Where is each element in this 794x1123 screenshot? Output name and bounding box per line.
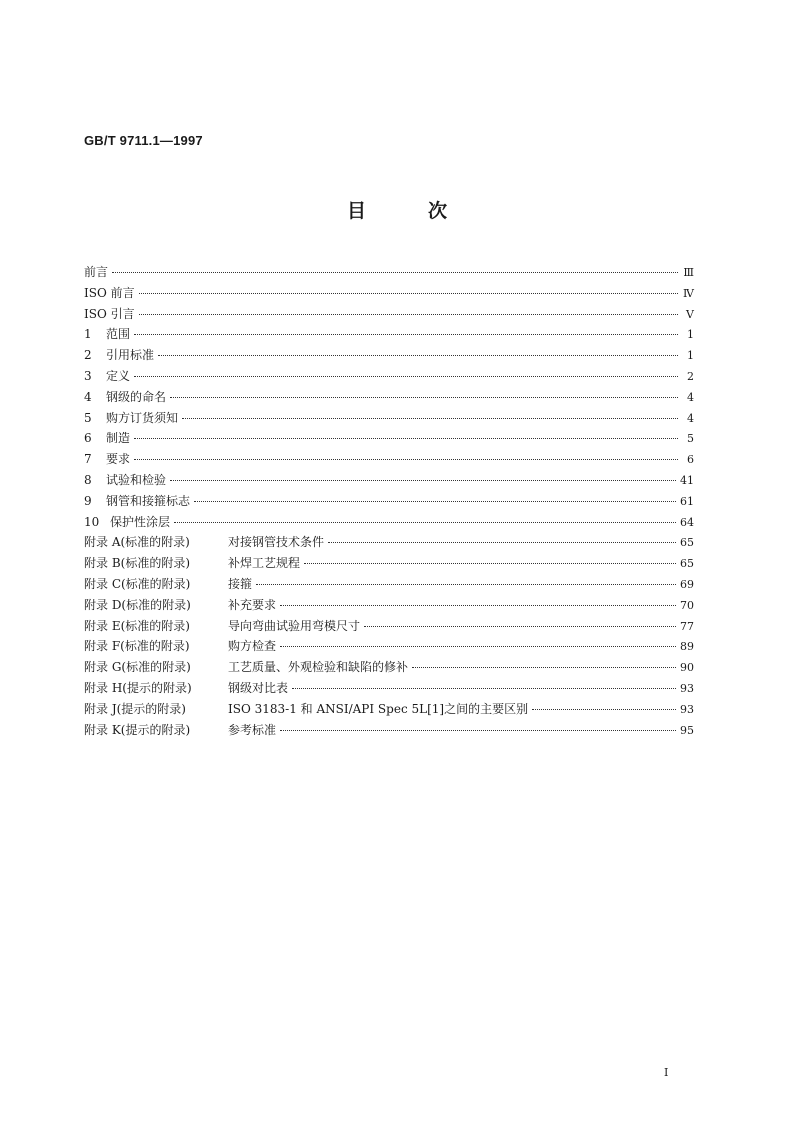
toc-entry-label [84, 699, 528, 720]
toc-page-number: 1 [687, 349, 694, 363]
toc-entry[interactable] [84, 491, 694, 512]
toc-title-text: 引用标准 [106, 348, 155, 363]
toc-entry-label [84, 345, 154, 366]
toc-page-number: Ⅴ [686, 307, 694, 321]
toc-entry[interactable] [84, 304, 694, 325]
toc-entry-label [84, 428, 130, 449]
toc-page-number: 95 [680, 723, 694, 737]
dot-leader [304, 562, 676, 564]
toc-entry[interactable] [84, 636, 694, 657]
toc-entry[interactable] [84, 699, 694, 720]
toc-title-text: 导向弯曲试验用弯模尺寸 [228, 618, 361, 633]
toc-annex-id: 附录 F(标准的附录) [84, 639, 190, 654]
dot-leader [139, 292, 678, 294]
toc-entry-label [84, 553, 300, 574]
toc-title-text: 保护性涂层 [110, 514, 171, 529]
toc-entry[interactable] [84, 574, 694, 595]
standard-code: GB/T 9711.1—1997 [84, 133, 203, 148]
dot-leader [174, 521, 676, 523]
toc-title-text: 钢级的命名 [106, 389, 167, 404]
toc-entry-label [84, 491, 190, 512]
toc-title-text: 购方检查 [228, 639, 277, 654]
toc-page-number: 4 [687, 411, 694, 425]
toc-entry[interactable] [84, 428, 694, 449]
toc-entry-label [84, 283, 135, 304]
toc-entry[interactable] [84, 553, 694, 574]
dot-leader [134, 437, 678, 439]
toc-section-number: 9 [84, 493, 92, 508]
dot-leader [256, 583, 676, 585]
toc-page-number: 65 [680, 536, 694, 550]
dot-leader [292, 687, 676, 689]
dot-leader [170, 479, 676, 481]
toc-entry[interactable] [84, 657, 694, 678]
dot-leader [182, 417, 678, 419]
toc-page-number: 64 [680, 515, 694, 529]
toc-entry-label [84, 616, 360, 637]
toc-entry[interactable] [84, 408, 694, 429]
toc-entry-label [84, 574, 252, 595]
toc-title-text: 工艺质量、外观检验和缺陷的修补 [228, 660, 409, 675]
toc-annex-id: 附录 G(标准的附录) [84, 660, 191, 675]
toc-section-number: 6 [84, 431, 92, 446]
toc-entry[interactable] [84, 532, 694, 553]
toc-annex-id: 附录 K(提示的附录) [84, 722, 191, 737]
toc-page-number: 89 [680, 640, 694, 654]
toc-title-text: ISO 前言 [84, 285, 135, 300]
toc-entry[interactable] [84, 387, 694, 408]
toc-section-number: 2 [84, 348, 92, 363]
toc-entry-label [84, 512, 170, 533]
toc-page-number: 2 [687, 369, 694, 383]
toc-annex-id: 附录 A(标准的附录) [84, 535, 190, 550]
toc-title-text: 补焊工艺规程 [228, 556, 301, 571]
toc-page-number: 1 [687, 328, 694, 342]
toc-title-text: 制造 [106, 431, 131, 446]
toc-page-number: 90 [680, 661, 694, 675]
dot-leader [170, 396, 678, 398]
toc-title-text: ISO 引言 [84, 306, 135, 321]
toc-entry-label [84, 470, 166, 491]
toc-annex-id: 附录 J(提示的附录) [84, 701, 186, 716]
toc-entry[interactable] [84, 616, 694, 637]
title-char-1: 目 [346, 200, 366, 222]
toc-page-number: 69 [680, 577, 694, 591]
toc-entry-label [84, 304, 135, 325]
dot-leader [134, 333, 678, 335]
toc-entry-label [84, 324, 130, 345]
toc-entry-label [84, 636, 276, 657]
toc-page-number: 4 [687, 390, 694, 404]
toc-entry[interactable] [84, 678, 694, 699]
toc-entry-label [84, 366, 130, 387]
dot-leader [532, 708, 676, 710]
toc-title-text: 试验和检验 [106, 472, 167, 487]
toc-entry[interactable] [84, 345, 694, 366]
toc-entry[interactable] [84, 366, 694, 387]
dot-leader [364, 625, 676, 627]
toc-entry[interactable] [84, 720, 694, 741]
toc-page-number: 65 [680, 557, 694, 571]
toc-entry-label [84, 387, 166, 408]
toc-entry[interactable] [84, 512, 694, 533]
toc-annex-id: 附录 D(标准的附录) [84, 597, 191, 612]
toc-entry-label [84, 595, 276, 616]
toc-page-number: 61 [680, 494, 694, 508]
toc-title-text: 参考标准 [228, 722, 277, 737]
toc-entry-label [84, 408, 178, 429]
toc-title-text: 购方订货须知 [106, 410, 179, 425]
toc-page-number: 41 [680, 473, 694, 487]
page-number: I [664, 1066, 669, 1079]
toc-title-text: 对接钢管技术条件 [228, 535, 325, 550]
toc-page-number: Ⅳ [683, 286, 694, 300]
toc-section-number: 7 [84, 452, 92, 467]
toc-page-number: 5 [687, 432, 694, 446]
toc-title-text: 补充要求 [228, 597, 277, 612]
toc-entry[interactable] [84, 283, 694, 304]
toc-page-number: Ⅲ [683, 266, 694, 279]
toc-entry-label [84, 262, 108, 283]
dot-leader [412, 666, 676, 668]
toc-title-text: 钢级对比表 [228, 680, 289, 695]
toc-entry-label [84, 678, 288, 699]
toc-annex-id: 附录 E(标准的附录) [84, 618, 190, 633]
toc-title-text: 前言 [84, 265, 109, 279]
dot-leader [280, 729, 676, 731]
toc-annex-id: 附录 H(提示的附录) [84, 680, 192, 695]
dot-leader [112, 271, 678, 273]
dot-leader [194, 500, 676, 502]
toc-entry[interactable] [84, 470, 694, 491]
toc-page-number: 93 [680, 681, 694, 695]
toc-title-text: 要求 [106, 452, 131, 467]
table-of-contents [84, 262, 694, 740]
title-char-2: 次 [428, 200, 448, 222]
toc-entry[interactable] [84, 324, 694, 345]
dot-leader [328, 541, 676, 543]
toc-annex-id: 附录 B(标准的附录) [84, 556, 190, 571]
toc-entry-label [84, 449, 130, 470]
dot-leader [134, 458, 678, 460]
dot-leader [139, 313, 678, 315]
toc-page-number: 77 [680, 619, 694, 633]
toc-page-number: 93 [680, 702, 694, 716]
toc-entry-label [84, 532, 324, 553]
toc-section-number: 10 [84, 514, 100, 529]
toc-section-number: 3 [84, 368, 92, 383]
toc-section-number: 8 [84, 472, 92, 487]
toc-title-text: 钢管和接箍标志 [106, 493, 191, 508]
toc-section-number: 5 [84, 410, 92, 425]
toc-title-text: ISO 3183-1 和 ANSI/API Spec 5L[1]之间的主要区别 [228, 701, 529, 716]
dot-leader [158, 354, 678, 356]
toc-annex-id: 附录 C(标准的附录) [84, 576, 191, 591]
toc-page-number: 6 [687, 453, 694, 467]
toc-entry[interactable] [84, 262, 694, 283]
toc-entry-label [84, 657, 408, 678]
toc-entry-label [84, 720, 276, 741]
toc-title-text: 接箍 [228, 576, 253, 591]
toc-section-number: 1 [84, 327, 92, 342]
dot-leader [280, 645, 676, 647]
toc-section-number: 4 [84, 389, 92, 404]
toc-title-text: 范围 [106, 327, 131, 342]
toc-entry[interactable] [84, 449, 694, 470]
toc-page-number: 70 [680, 598, 694, 612]
toc-entry[interactable] [84, 595, 694, 616]
dot-leader [134, 375, 678, 377]
dot-leader [280, 604, 676, 606]
page-title [0, 196, 794, 223]
toc-title-text: 定义 [106, 368, 131, 383]
